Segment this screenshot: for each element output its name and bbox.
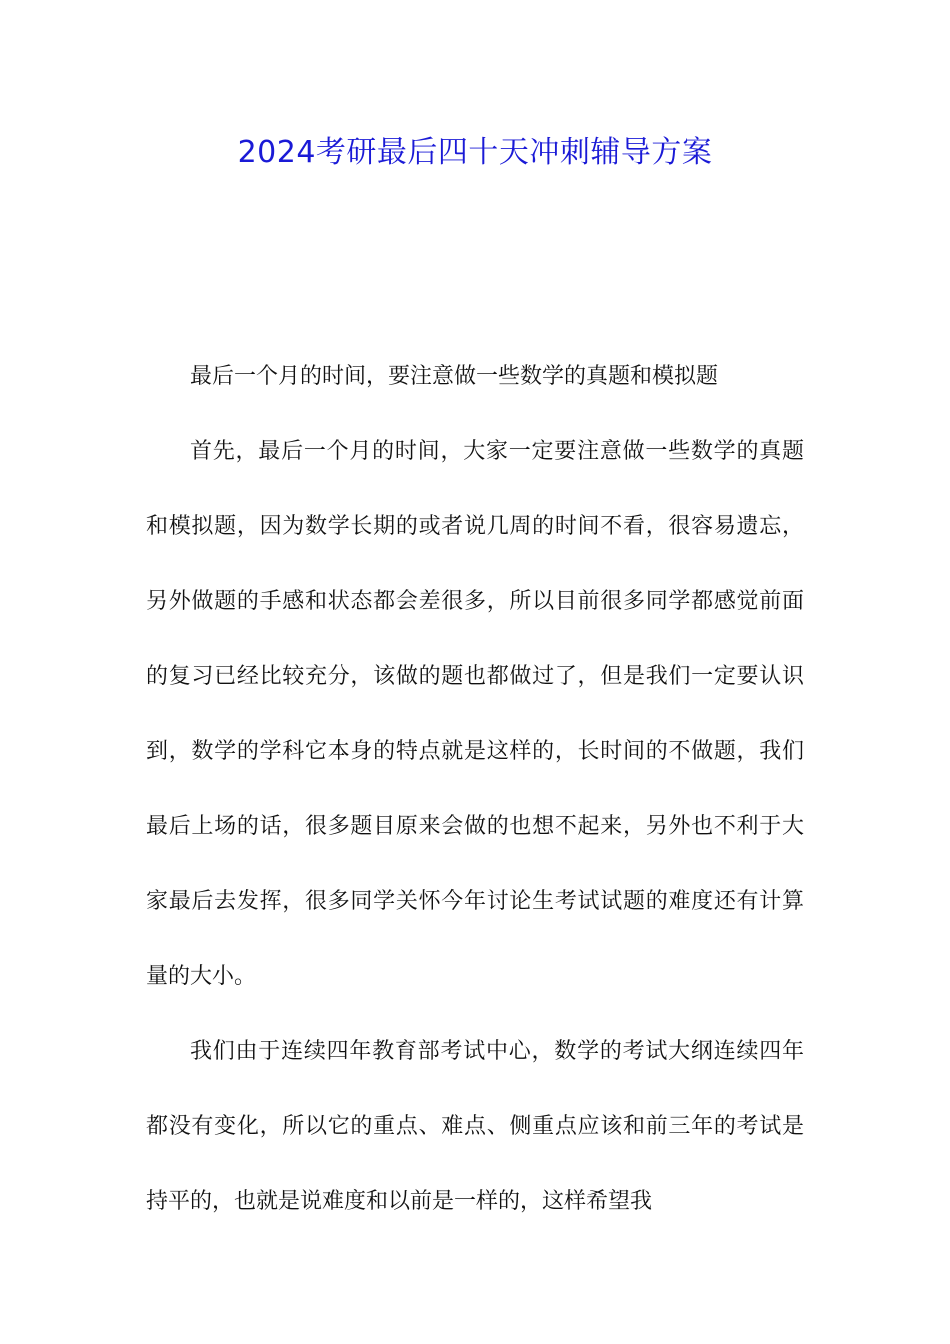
paragraph: 首先，最后一个月的时间，大家一定要注意做一些数学的真题和模拟题，因为数学长期的或者说几周的时间不看，很容易遗忘，另外做题的手感和状态都会差很多，所以目前很多同学都感觉前面的复习已经比较充分，该做的题也都做过了，但是我们一定要认识到，数学的学科它本身的特点就是这样的，长时间的不做题，我们最后上场的话，很多题目原来会做的也想不起来，另外也不利于大家最后去发挥，很多同学关怀今年讨论生考试试题的难度还有计算量的大小。	[146, 439, 804, 989]
paragraph: 我们由于连续四年教育部考试中心，数学的考试大纲连续四年都没有变化，所以它的重点、难点、侧重点应该和前三年的考试是持平的，也就是说难度和以前是一样的，这样希望我	[146, 1039, 804, 1214]
document-body	[146, 339, 804, 1239]
document-title: 2024考研最后四十天冲刺辅导方案	[237, 135, 713, 170]
paragraph-heading: 最后一个月的时间，要注意做一些数学的真题和模拟题	[190, 364, 719, 389]
